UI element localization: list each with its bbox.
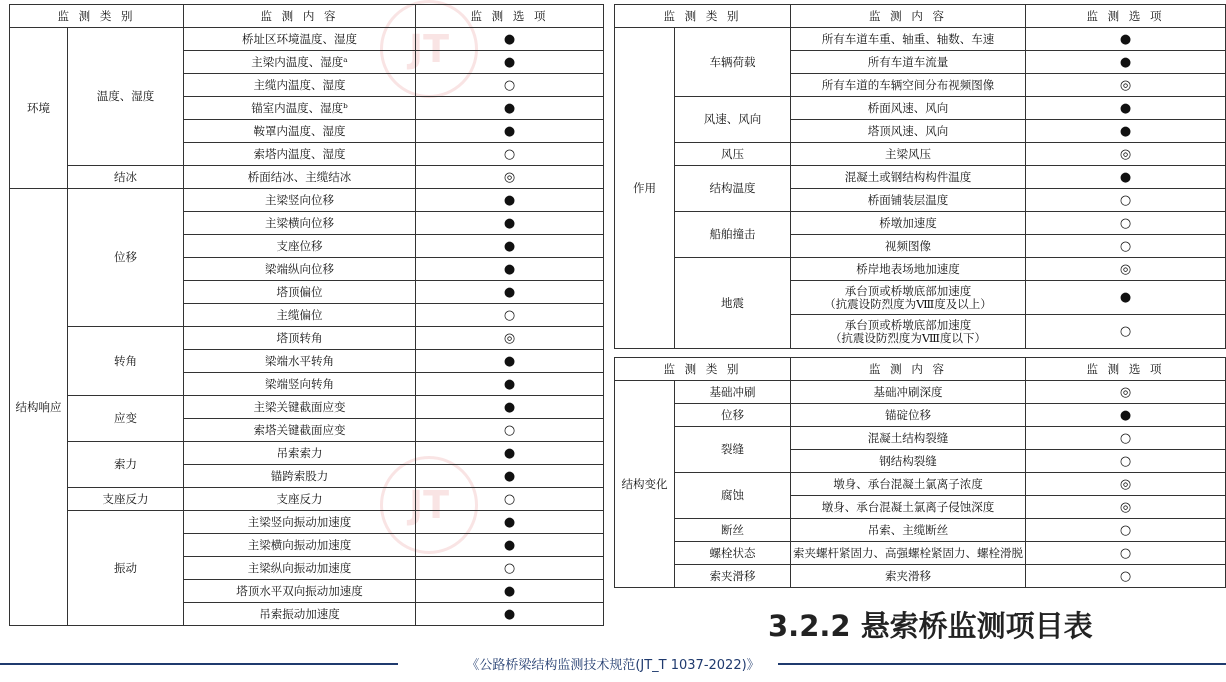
option-cell: ● <box>1026 120 1226 143</box>
content-cell: 支座位移 <box>184 235 416 258</box>
content-cell: 主梁竖向位移 <box>184 189 416 212</box>
subcategory-cell: 车辆荷载 <box>675 28 791 97</box>
subcategory-cell: 转角 <box>68 327 184 396</box>
option-cell: ● <box>1026 281 1226 315</box>
option-cell: ● <box>416 212 604 235</box>
option-cell: ● <box>416 51 604 74</box>
subcategory-cell: 风速、风向 <box>675 97 791 143</box>
header-category: 监 测 类 别 <box>10 5 184 28</box>
content-cell: 桥岸地表场地加速度 <box>791 258 1026 281</box>
category-cell: 环境 <box>10 28 68 189</box>
content-line: 承台顶或桥墩底部加速度 <box>844 317 972 332</box>
header-option: 监 测 选 项 <box>416 5 604 28</box>
option-cell: ◎ <box>416 327 604 350</box>
content-cell: 索夹螺杆紧固力、高强螺栓紧固力、螺栓滑脱 <box>791 542 1026 565</box>
option-cell: ◎ <box>416 166 604 189</box>
option-cell: ● <box>416 603 604 626</box>
content-cell: 所有车道车流量 <box>791 51 1026 74</box>
content-cell: 主梁竖向振动加速度 <box>184 511 416 534</box>
header-content: 监 测 内 容 <box>791 5 1026 28</box>
option-cell: ● <box>416 373 604 396</box>
option-cell: ○ <box>1026 542 1226 565</box>
subcategory-cell: 船舶撞击 <box>675 212 791 258</box>
table-row <box>615 519 1226 542</box>
header-row <box>615 5 1226 28</box>
content-cell: 梁端水平转角 <box>184 350 416 373</box>
subcategory-cell: 温度、湿度 <box>68 28 184 166</box>
content-cell: 梁端纵向位移 <box>184 258 416 281</box>
subcategory-cell: 应变 <box>68 396 184 442</box>
option-cell: ● <box>416 442 604 465</box>
content-cell <box>791 281 1026 315</box>
subcategory-cell: 索力 <box>68 442 184 488</box>
subcategory-cell: 位移 <box>675 404 791 427</box>
table-row <box>615 97 1226 120</box>
content-note: （抗震设防烈度为Ⅷ度及以上） <box>824 296 992 311</box>
option-cell: ○ <box>416 488 604 511</box>
option-cell: ◎ <box>1026 258 1226 281</box>
header-row <box>615 358 1226 381</box>
subcategory-cell: 结构温度 <box>675 166 791 212</box>
content-cell: 支座反力 <box>184 488 416 511</box>
content-cell: 混凝土结构裂缝 <box>791 427 1026 450</box>
subcategory-cell: 裂缝 <box>675 427 791 473</box>
content-cell: 桥址区环境温度、湿度 <box>184 28 416 51</box>
option-cell: ● <box>416 534 604 557</box>
content-cell: 钢结构裂缝 <box>791 450 1026 473</box>
option-cell: ○ <box>416 74 604 97</box>
content-cell: 主梁横向位移 <box>184 212 416 235</box>
content-cell: 主缆偏位 <box>184 304 416 327</box>
subcategory-cell: 地震 <box>675 258 791 349</box>
subcategory-cell: 风压 <box>675 143 791 166</box>
header-option: 监 测 选 项 <box>1026 5 1226 28</box>
table-row <box>615 381 1226 404</box>
option-cell: ● <box>416 235 604 258</box>
option-cell: ◎ <box>1026 381 1226 404</box>
table-row <box>10 327 604 350</box>
content-cell: 视频图像 <box>791 235 1026 258</box>
header-content: 监 测 内 容 <box>184 5 416 28</box>
content-cell: 主梁内温度、湿度ᵃ <box>184 51 416 74</box>
content-note: （抗震设防烈度为Ⅷ度以下） <box>829 330 987 345</box>
option-cell: ● <box>1026 97 1226 120</box>
subcategory-cell: 位移 <box>68 189 184 327</box>
option-cell: ● <box>416 97 604 120</box>
content-cell: 吊索、主缆断丝 <box>791 519 1026 542</box>
subcategory-cell: 支座反力 <box>68 488 184 511</box>
option-cell: ○ <box>1026 450 1226 473</box>
section-title: 3.2.2 悬索桥监测项目表 <box>768 609 1093 643</box>
content-cell: 塔顶偏位 <box>184 281 416 304</box>
option-cell: ◎ <box>1026 143 1226 166</box>
content-cell: 塔顶风速、风向 <box>791 120 1026 143</box>
content-cell: 吊索振动加速度 <box>184 603 416 626</box>
content-cell: 锚碇位移 <box>791 404 1026 427</box>
category-cell: 作用 <box>615 28 675 349</box>
content-cell: 主梁关键截面应变 <box>184 396 416 419</box>
table-row <box>10 166 604 189</box>
option-cell: ◎ <box>1026 496 1226 519</box>
content-cell: 主梁纵向振动加速度 <box>184 557 416 580</box>
footer <box>0 654 1226 674</box>
content-cell: 梁端竖向转角 <box>184 373 416 396</box>
option-cell: ● <box>416 258 604 281</box>
content-cell: 吊索索力 <box>184 442 416 465</box>
table-row <box>615 258 1226 281</box>
content-cell: 主缆内温度、湿度 <box>184 74 416 97</box>
table-row <box>615 143 1226 166</box>
option-cell: ○ <box>416 143 604 166</box>
table-row <box>10 511 604 534</box>
subcategory-cell: 基础冲刷 <box>675 381 791 404</box>
header-category: 监 测 类 别 <box>615 358 791 381</box>
table-row <box>615 404 1226 427</box>
category-cell: 结构变化 <box>615 381 675 588</box>
content-cell: 所有车道车重、轴重、轴数、车速 <box>791 28 1026 51</box>
table-row <box>10 396 604 419</box>
content-cell: 所有车道的车辆空间分布视频图像 <box>791 74 1026 97</box>
option-cell: ● <box>416 580 604 603</box>
table-row <box>10 28 604 51</box>
content-cell: 墩身、承台混凝土氯离子浓度 <box>791 473 1026 496</box>
table-row <box>615 565 1226 588</box>
option-cell: ● <box>416 281 604 304</box>
header-row <box>10 5 604 28</box>
option-cell: ● <box>1026 51 1226 74</box>
content-cell: 桥面结冰、主缆结冰 <box>184 166 416 189</box>
category-cell: 结构响应 <box>10 189 68 626</box>
watermark-logo-top: JT <box>380 0 478 98</box>
table-row <box>10 189 604 212</box>
content-cell: 索塔内温度、湿度 <box>184 143 416 166</box>
option-cell: ○ <box>1026 427 1226 450</box>
right-bottom-monitoring-table <box>614 357 1226 588</box>
option-cell: ○ <box>1026 212 1226 235</box>
option-cell: ○ <box>1026 519 1226 542</box>
subcategory-cell: 索夹滑移 <box>675 565 791 588</box>
content-cell: 主梁横向振动加速度 <box>184 534 416 557</box>
right-top-monitoring-table <box>614 4 1226 349</box>
content-cell: 桥墩加速度 <box>791 212 1026 235</box>
content-cell: 索塔关键截面应变 <box>184 419 416 442</box>
option-cell: ● <box>416 465 604 488</box>
subcategory-cell: 螺栓状态 <box>675 542 791 565</box>
option-cell: ○ <box>416 304 604 327</box>
content-cell: 墩身、承台混凝土氯离子侵蚀深度 <box>791 496 1026 519</box>
option-cell: ○ <box>1026 235 1226 258</box>
table-row <box>615 427 1226 450</box>
content-cell: 鞍罩内温度、湿度 <box>184 120 416 143</box>
table-row <box>615 28 1226 51</box>
table-row <box>615 473 1226 496</box>
table-row <box>10 442 604 465</box>
header-option: 监 测 选 项 <box>1026 358 1226 381</box>
option-cell: ● <box>1026 28 1226 51</box>
option-cell: ● <box>416 189 604 212</box>
subcategory-cell: 腐蚀 <box>675 473 791 519</box>
option-cell: ● <box>416 511 604 534</box>
subcategory-cell: 断丝 <box>675 519 791 542</box>
header-category: 监 测 类 别 <box>615 5 791 28</box>
content-cell <box>791 315 1026 349</box>
content-line: 承台顶或桥墩底部加速度 <box>844 283 972 298</box>
subcategory-cell: 振动 <box>68 511 184 626</box>
left-monitoring-table <box>9 4 604 626</box>
content-cell: 塔顶水平双向振动加速度 <box>184 580 416 603</box>
header-content: 监 测 内 容 <box>791 358 1026 381</box>
option-cell: ○ <box>1026 315 1226 349</box>
table-row <box>615 212 1226 235</box>
option-cell: ● <box>416 28 604 51</box>
table-row <box>615 166 1226 189</box>
option-cell: ○ <box>416 419 604 442</box>
option-cell: ● <box>1026 404 1226 427</box>
content-cell: 基础冲刷深度 <box>791 381 1026 404</box>
option-cell: ◎ <box>1026 473 1226 496</box>
watermark-logo-bottom: JT <box>380 456 478 554</box>
option-cell: ● <box>1026 166 1226 189</box>
content-cell: 索夹滑移 <box>791 565 1026 588</box>
table-row <box>615 542 1226 565</box>
option-cell: ○ <box>1026 565 1226 588</box>
content-cell: 主梁风压 <box>791 143 1026 166</box>
content-cell: 锚跨索股力 <box>184 465 416 488</box>
content-cell: 混凝土或钢结构构件温度 <box>791 166 1026 189</box>
option-cell: ● <box>416 350 604 373</box>
option-cell: ○ <box>1026 189 1226 212</box>
content-cell: 锚室内温度、湿度ᵇ <box>184 97 416 120</box>
footer-citation: 《公路桥梁结构监测技术规范(JT_T 1037-2022)》 <box>466 658 760 673</box>
option-cell: ○ <box>416 557 604 580</box>
option-cell: ● <box>416 120 604 143</box>
content-cell: 桥面风速、风向 <box>791 97 1026 120</box>
option-cell: ● <box>416 396 604 419</box>
content-cell: 塔顶转角 <box>184 327 416 350</box>
subcategory-cell: 结冰 <box>68 166 184 189</box>
table-row <box>10 488 604 511</box>
option-cell: ◎ <box>1026 74 1226 97</box>
content-cell: 桥面铺装层温度 <box>791 189 1026 212</box>
